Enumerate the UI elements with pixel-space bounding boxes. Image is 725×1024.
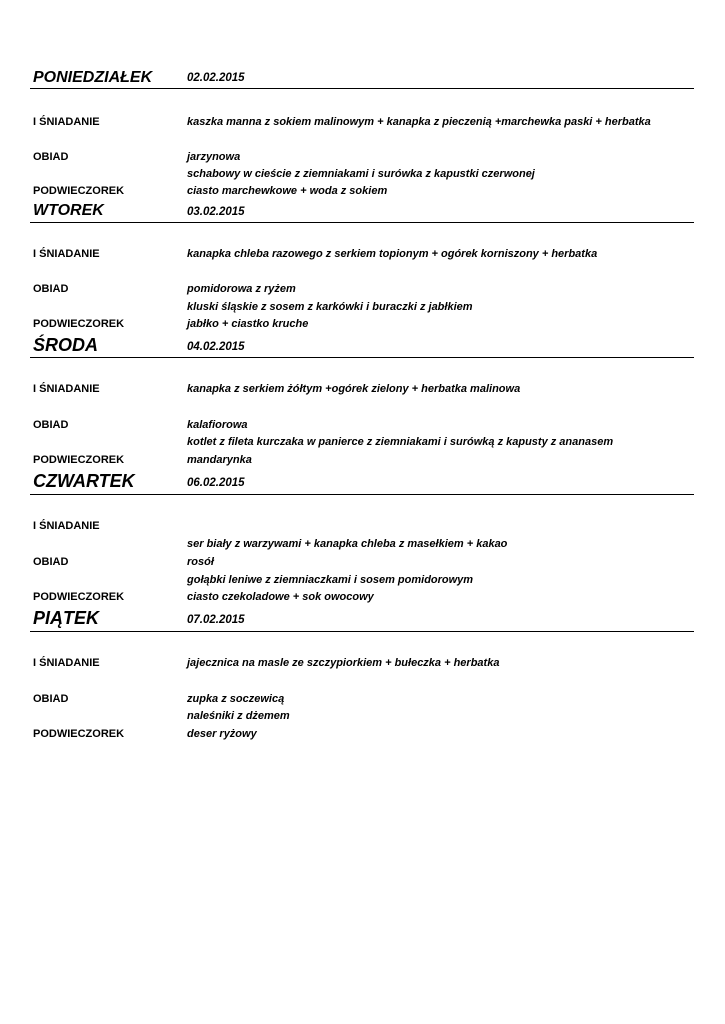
- snack-friday: deser ryżowy: [187, 728, 257, 740]
- snack-label-friday: PODWIECZOREK: [33, 728, 125, 740]
- day-date-friday: 07.02.2015: [187, 614, 245, 626]
- snack-label-tuesday: PODWIECZOREK: [33, 318, 125, 330]
- day-name-thursday: CZWARTEK: [33, 471, 135, 491]
- snack-label-monday: PODWIECZOREK: [33, 185, 125, 197]
- divider-friday: [30, 631, 694, 632]
- divider-monday: [30, 88, 694, 89]
- breakfast-tuesday: kanapka chleba razowego z serkiem topionym + ogórek korniszony + herbatka: [187, 248, 598, 260]
- snack-label-thursday: PODWIECZOREK: [33, 591, 125, 603]
- snack-wednesday: mandarynka: [187, 454, 252, 466]
- breakfast-label-tuesday: I ŚNIADANIE: [33, 248, 100, 260]
- day-name-friday: PIĄTEK: [33, 608, 100, 628]
- divider-tuesday: [30, 222, 694, 223]
- lunch-soup-monday: jarzynowa: [187, 151, 241, 163]
- snack-label-wednesday: PODWIECZOREK: [33, 454, 125, 466]
- lunch-main-wednesday: kotlet z fileta kurczaka w panierce z ziemniakami i surówką z kapusty z ananasem: [187, 436, 614, 448]
- lunch-soup-friday: zupka z soczewicą: [187, 693, 285, 705]
- lunch-main-thursday: gołąbki leniwe z ziemniaczkami i sosem pomidorowym: [187, 574, 474, 586]
- day-name-monday: PONIEDZIAŁEK: [33, 69, 153, 86]
- lunch-label-friday: OBIAD: [33, 693, 69, 705]
- lunch-soup-wednesday: kalafiorowa: [187, 419, 248, 431]
- breakfast-monday: kaszka manna z sokiem malinowym + kanapka z pieczenią +marchewka paski + herbatka: [187, 116, 651, 128]
- lunch-label-wednesday: OBIAD: [33, 419, 69, 431]
- breakfast-label-wednesday: I ŚNIADANIE: [33, 383, 100, 395]
- day-name-tuesday: WTOREK: [33, 202, 104, 219]
- day-name-wednesday: ŚRODA: [33, 335, 99, 355]
- divider-wednesday: [30, 357, 694, 358]
- breakfast-label-monday: I ŚNIADANIE: [33, 116, 100, 128]
- breakfast-friday: jajecznica na masle ze szczypiorkiem + bułeczka + herbatka: [187, 657, 500, 669]
- snack-thursday: ciasto czekoladowe + sok owocowy: [187, 591, 374, 603]
- lunch-label-tuesday: OBIAD: [33, 283, 69, 295]
- day-date-monday: 02.02.2015: [187, 72, 245, 84]
- day-date-tuesday: 03.02.2015: [187, 206, 245, 218]
- breakfast-label-friday: I ŚNIADANIE: [33, 657, 100, 669]
- snack-monday: ciasto marchewkowe + woda z sokiem: [187, 185, 388, 197]
- lunch-soup-thursday: rosół: [187, 556, 214, 568]
- breakfast-label-thursday: I ŚNIADANIE: [33, 520, 100, 532]
- snack-tuesday: jabłko + ciastko kruche: [187, 318, 309, 330]
- lunch-main-monday: schabowy w cieście z ziemniakami i surówka z kapustki czerwonej: [187, 168, 535, 180]
- lunch-label-monday: OBIAD: [33, 151, 69, 163]
- lunch-label-thursday: OBIAD: [33, 556, 69, 568]
- day-date-wednesday: 04.02.2015: [187, 341, 245, 353]
- breakfast-thursday: ser biały z warzywami + kanapka chleba z masełkiem + kakao: [187, 538, 508, 550]
- divider-thursday: [30, 494, 694, 495]
- breakfast-wednesday: kanapka z serkiem żółtym +ogórek zielony + herbatka malinowa: [187, 383, 521, 395]
- lunch-main-friday: naleśniki z dżemem: [187, 710, 290, 722]
- lunch-soup-tuesday: pomidorowa z ryżem: [187, 283, 296, 295]
- lunch-main-tuesday: kluski śląskie z sosem z karkówki i buraczki z jabłkiem: [187, 301, 473, 313]
- day-date-thursday: 06.02.2015: [187, 477, 245, 489]
